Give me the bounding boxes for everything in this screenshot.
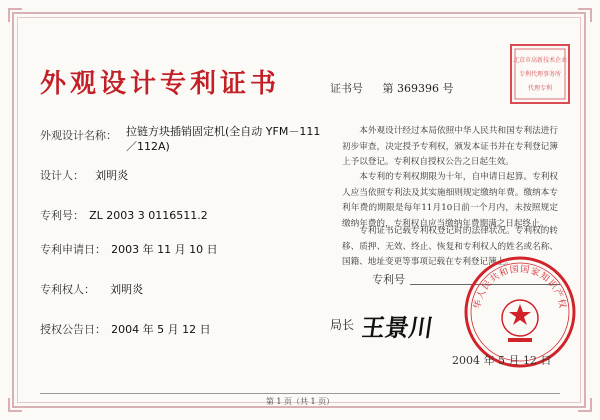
patent-number-label: 专利号：: [40, 209, 84, 222]
agency-stamp-icon: [508, 42, 572, 106]
grant-date-value: 2004 年 5 月 12 日: [111, 323, 211, 336]
patent-number-value: ZL 2003 3 0116511.2: [89, 209, 208, 222]
filing-date-row: [40, 238, 218, 257]
grant-date-label: 授权公告日：: [40, 323, 106, 336]
director-signature: [362, 306, 432, 350]
director-title: 局长: [330, 318, 355, 332]
signature-icon: [362, 306, 432, 346]
footer-divider: [40, 393, 560, 394]
svg-text:北京市高新技术企业: 北京市高新技术企业: [512, 57, 568, 64]
filing-date-label: 专利申请日：: [40, 243, 106, 256]
svg-text:王景川: 王景川: [362, 313, 432, 342]
patentee-row: [40, 278, 143, 297]
filing-date-value: 2003 年 11 月 10 日: [111, 243, 218, 256]
design-name-label: 外观设计名称：: [40, 129, 117, 142]
svg-text:中华人民共和国国家知识产权局: 华人民共和国国家知识产权: [472, 264, 568, 310]
page-footer: 第 1 页（共 1 页）: [265, 397, 335, 406]
grant-date-row: [40, 318, 211, 337]
cert-no-label: 证书号: [330, 82, 363, 95]
issue-date: 2004 年 5 月 12 日: [452, 354, 552, 367]
design-name-row: [40, 124, 117, 143]
body-text-3: 专利证书记载专利权登记时的法律状况。专利权的转移、质押、无效、终止、恢复和专利权人的姓名或名称、国籍、地址变更等事项记载在专利登记簿上。: [342, 226, 558, 268]
designer-label: 设计人：: [40, 169, 84, 182]
agency-stamp: [508, 42, 572, 110]
svg-text:代理专利: 代理专利: [527, 85, 553, 92]
certificate-title: 外观设计专利证书: [40, 69, 281, 99]
cert-no-value: 第 369396 号: [382, 82, 454, 95]
patentee-label: 专利权人：: [40, 283, 95, 296]
body-paragraph-1: [342, 124, 558, 171]
patent-number-row: [40, 204, 208, 223]
body-text-2: 本专利的专利权期限为十年，自申请日起算。专利权人应当依照专利法及其实施细则规定缴纳年费。缴纳本专利年费的期限是每年11月10日前一个月内，未按照规定缴纳年费的，专利权自应当缴纳年费期满之日起终止。: [342, 172, 558, 229]
corner-ornament: [8, 8, 22, 22]
designer-value: 刘明炎: [95, 169, 129, 182]
designer-row: [40, 164, 128, 183]
design-name-value: 拉链方块插销固定机(全自动 YFM－111／112A): [126, 125, 321, 153]
certificate-number: [330, 80, 453, 96]
corner-ornament: [578, 8, 592, 22]
svg-text:专利代理事务所: 专利代理事务所: [518, 71, 562, 78]
body-text-1: 本外观设计经过本局依照中华人民共和国专利法进行初步审查，决定授予专利权，颁发本证书并在专利登记簿上予以登记。专利权自授权公告之日起生效。: [342, 126, 558, 168]
patent-no-field-label: 专利号: [372, 273, 405, 286]
patentee-value: 刘明炎: [110, 283, 144, 296]
